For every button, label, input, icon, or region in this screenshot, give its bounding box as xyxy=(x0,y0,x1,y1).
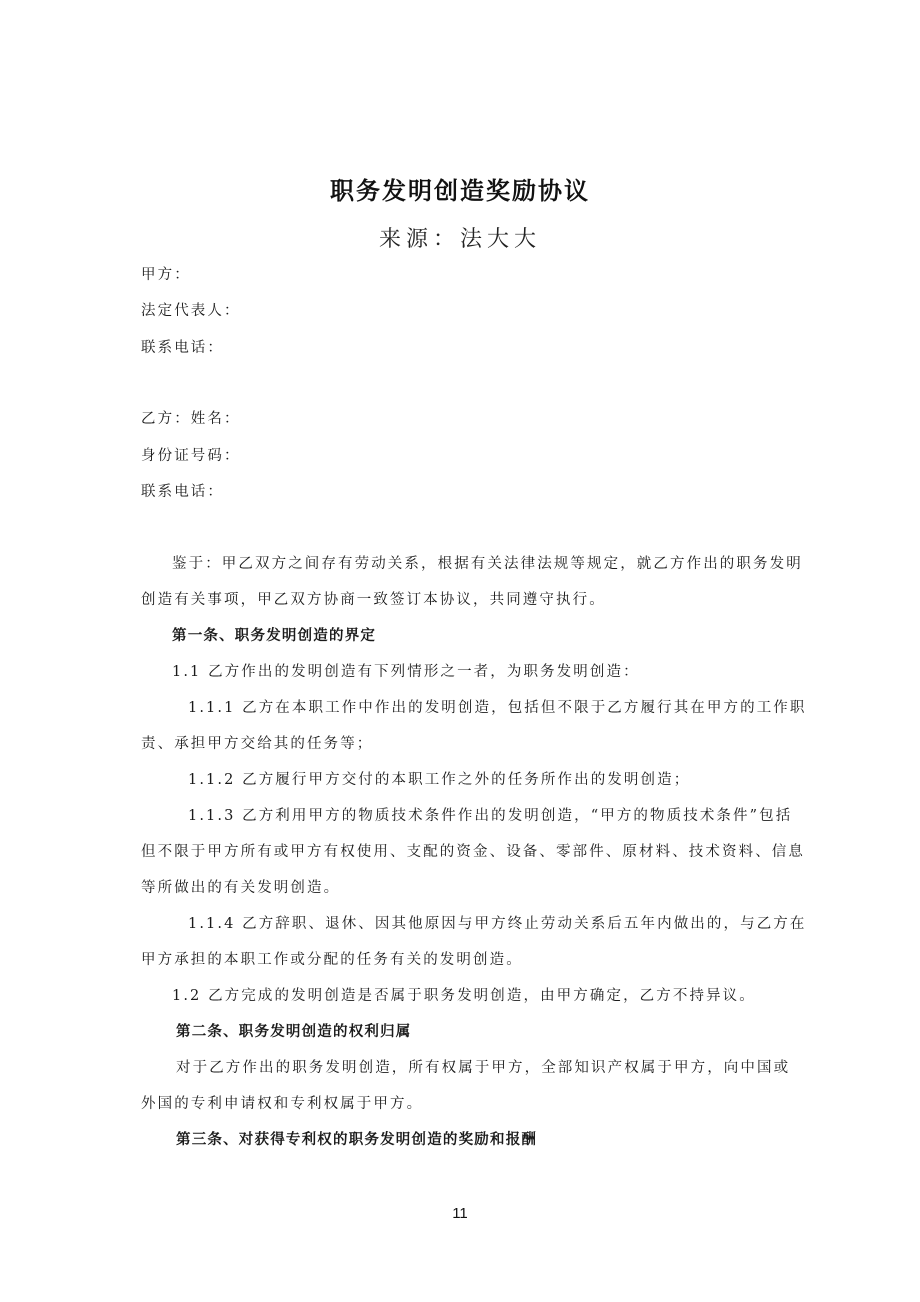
clause-1-1-4-line-2: 甲方承担的本职工作或分配的任务有关的发明创造。 xyxy=(141,952,523,968)
clause-1-1-3-line-1: 1.1.3 乙方利用甲方的物质技术条件作出的发明创造，“甲方的物质技术条件”包括 xyxy=(188,808,793,824)
article-1-heading: 第一条、职务发明创造的界定 xyxy=(172,628,377,644)
clause-1-1-1-line-1: 1.1.1 乙方在本职工作中作出的发明创造，包括但不限于乙方履行其在甲方的工作职 xyxy=(188,700,807,716)
document-title: 职务发明创造奖励协议 xyxy=(330,177,590,205)
party-b-id-number: 身份证号码： xyxy=(141,448,241,464)
clause-1-1-4-line-1: 1.1.4 乙方辞职、退休、因其他原因与甲方终止劳动关系后五年内做出的，与乙方在 xyxy=(188,916,807,932)
article-2-body-line-1: 对于乙方作出的职务发明创造，所有权属于甲方，全部知识产权属于甲方，向中国或 xyxy=(176,1060,791,1076)
preamble-line-2: 创造有关事项，甲乙双方协商一致签订本协议，共同遵守执行。 xyxy=(141,592,606,608)
clause-1-1-3-line-2: 但不限于甲方所有或甲方有权使用、支配的资金、设备、零部件、原材料、技术资料、信息 xyxy=(141,844,805,860)
party-a-label: 甲方： xyxy=(141,267,191,283)
party-a-legal-rep: 法定代表人： xyxy=(141,303,241,319)
preamble-line-1: 鉴于：甲乙双方之间存有劳动关系，根据有关法律法规等规定，就乙方作出的职务发明 xyxy=(172,556,803,572)
article-3-heading: 第三条、对获得专利权的职务发明创造的奖励和报酬 xyxy=(176,1132,538,1148)
page-number: 11 xyxy=(452,1205,468,1222)
clause-1-1-2: 1.1.2 乙方履行甲方交付的本职工作之外的任务所作出的发明创造； xyxy=(188,772,691,788)
clause-1-2: 1.2 乙方完成的发明创造是否属于职务发明创造，由甲方确定，乙方不持异议。 xyxy=(172,988,756,1004)
clause-1-1-3-line-3: 等所做出的有关发明创造。 xyxy=(141,880,341,896)
party-b-phone: 联系电话： xyxy=(141,484,224,500)
document-source: 来源：法大大 xyxy=(378,227,541,252)
party-a-phone: 联系电话： xyxy=(141,340,224,356)
clause-1-1-1-line-2: 责、承担甲方交给其的任务等； xyxy=(141,736,374,752)
article-2-heading: 第二条、职务发明创造的权利归属 xyxy=(176,1024,412,1040)
clause-1-1: 1.1 乙方作出的发明创造有下列情形之一者，为职务发明创造： xyxy=(172,664,640,680)
article-2-body-line-2: 外国的专利申请权和专利权属于甲方。 xyxy=(141,1096,424,1112)
party-b-label: 乙方：姓名： xyxy=(141,411,241,427)
